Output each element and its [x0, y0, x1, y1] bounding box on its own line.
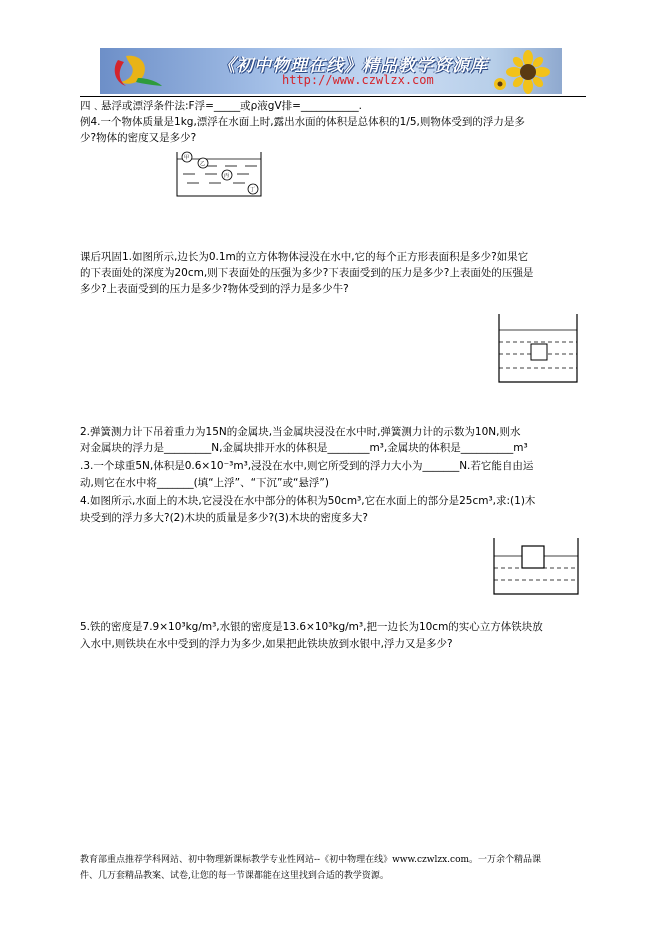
- footer: [80, 852, 590, 884]
- ball-label: 乙: [200, 161, 206, 167]
- text-line: 多少?上表面受到的压力是多少?物体受到的浮力是多少牛?: [80, 283, 349, 295]
- text-line: 4.如图所示,水面上的木块,它浸没在水中部分的体积为50cm³,它在水面上的部分是25cm³,求:(1)木: [80, 495, 536, 507]
- text-line: 入水中,则铁块在水中受到的浮力为多少,如果把此铁块放到水银中,浮力又是多少?: [80, 638, 453, 650]
- figure-floating-block: [492, 536, 582, 596]
- text-line: .3.一个球重5N,体积是0.6×10⁻³m³,浸没在水中,则它所受到的浮力大小为_______N.若它能自由运: [80, 460, 534, 472]
- figure-floating-balls: [175, 149, 265, 199]
- text-line: 5.铁的密度是7.9×10³kg/m³,水银的密度是13.6×10³kg/m³,把一边长为10cm的实心立方体铁块放: [80, 621, 543, 633]
- text-line: 四﹑悬浮或漂浮条件法:F浮=_____或ρ液gV排=___________.: [80, 100, 363, 112]
- banner-url: http://www.czwlzx.com: [282, 73, 434, 87]
- text-line: 课后巩固1.如图所示,边长为0.1m的立方体物体浸没在水中,它的每个正方形表面积是多少?如果它: [80, 251, 529, 263]
- header-rule: [80, 96, 586, 97]
- ball-label: 丁: [250, 187, 256, 193]
- ball-label: 丙: [224, 173, 230, 179]
- footer-line: 件、几万套精品教案、试卷,让您的每一节课都能在这里找到合适的教学资源。: [80, 871, 389, 881]
- banner-title: 《初中物理在线》精品教学资源库: [218, 56, 488, 76]
- text-line: 块受到的浮力多大?(2)木块的质量是多少?(3)木块的密度多大?: [80, 512, 368, 524]
- text-line: 动,则它在水中将_______(填“上浮”、“下沉”或“悬浮”): [80, 477, 329, 489]
- text-line: 对金属块的浮力是_________N,金属块排开水的体积是________m³,金属块的体积是__________m³: [80, 442, 528, 454]
- footer-line: 教育部重点推荐学科网站、初中物理新课标教学专业性网站--《初中物理在线》www.czwlzx.com。一万余个精品课: [80, 855, 542, 865]
- figure-cube-submerged: [497, 312, 581, 384]
- text-line: 2.弹簧测力计下吊着重力为15N的金属块,当金属块浸没在水中时,弹簧测力计的示数为10N,则水: [80, 426, 521, 438]
- text-line: 例4.一个物体质量是1kg,漂浮在水面上时,露出水面的体积是总体积的1/5,则物体受到的浮力是多: [80, 116, 525, 128]
- text-line: 的下表面处的深度为20cm,则下表面处的压强为多少?下表面受到的压力是多少?上表面处的压强是: [80, 267, 534, 279]
- ball-label: 甲: [184, 155, 190, 161]
- sunflower-icon: [492, 50, 556, 94]
- header-banner: [100, 48, 562, 94]
- text-line: 少?物体的密度又是多少?: [80, 132, 197, 144]
- site-logo-icon: [108, 52, 164, 90]
